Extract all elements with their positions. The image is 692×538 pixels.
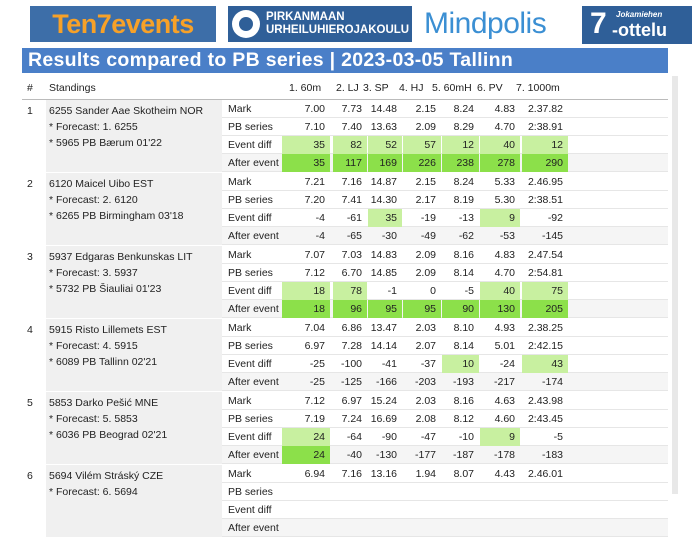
table-cell: -30 — [381, 230, 397, 242]
athlete-rank: 1 — [27, 105, 33, 117]
athlete-rank: 2 — [27, 178, 33, 190]
table-cell: -47 — [420, 431, 436, 443]
table-cell: 13.16 — [370, 468, 397, 480]
header-logos — [22, 0, 668, 46]
row-label: PB series — [228, 486, 273, 498]
table-cell: -183 — [541, 449, 563, 461]
table-cell: 7.19 — [304, 413, 325, 425]
table-cell: 4.83 — [494, 103, 515, 115]
table-cell: 2.15 — [415, 103, 436, 115]
table-cell: 5.33 — [494, 176, 515, 188]
table-cell: 8.29 — [453, 121, 474, 133]
athlete-rank: 6 — [27, 470, 33, 482]
table-cell: 6.70 — [341, 267, 362, 279]
table-cell: -90 — [381, 431, 397, 443]
table-cell: 238 — [442, 154, 479, 172]
table-cell: 2.17 — [415, 194, 436, 206]
table-cell: 2.03 — [415, 322, 436, 334]
table-row — [222, 246, 668, 264]
table-row — [222, 118, 668, 136]
table-cell: -193 — [452, 376, 474, 388]
table-cell: -10 — [458, 431, 474, 443]
table-row — [222, 191, 668, 209]
row-label: After event — [228, 376, 279, 388]
seitsemanottelu-logo: 7 Jokamiehen -ottelu — [582, 6, 692, 44]
row-label: Event diff — [228, 431, 272, 443]
table-cell: -166 — [375, 376, 397, 388]
table-cell: 2.03 — [415, 395, 436, 407]
table-cell: -62 — [458, 230, 474, 242]
col-standings: Standings — [49, 82, 96, 94]
table-cell: 9 — [480, 428, 520, 446]
athlete-block — [22, 173, 668, 246]
table-cell: 4.60 — [494, 413, 515, 425]
athlete-info — [22, 465, 222, 537]
table-cell: 4.93 — [494, 322, 515, 334]
ten7events-logo: Ten7events — [30, 6, 216, 42]
athlete-forecast: * Forecast: 2. 6120 — [49, 194, 138, 206]
table-cell — [442, 483, 479, 501]
table-cell: 278 — [480, 154, 520, 172]
table-cell — [333, 483, 367, 501]
col-sp: 3. SP — [363, 82, 389, 94]
table-cell: 8.07 — [453, 468, 474, 480]
table-cell: 95 — [368, 300, 402, 318]
table-row — [222, 282, 668, 300]
table-cell: 5.01 — [494, 340, 515, 352]
table-cell: 7.21 — [304, 176, 325, 188]
table-header — [22, 78, 668, 100]
table-cell: 2.09 — [415, 249, 436, 261]
table-cell — [403, 501, 441, 519]
table-cell: 7.24 — [341, 413, 362, 425]
row-label: After event — [228, 230, 279, 242]
table-cell: 24 — [282, 428, 330, 446]
table-cell: 96 — [333, 300, 367, 318]
table-cell: -203 — [414, 376, 436, 388]
table-cell: -145 — [541, 230, 563, 242]
athletes-list — [22, 100, 668, 538]
row-label: Event diff — [228, 139, 272, 151]
table-cell: 7.03 — [341, 249, 362, 261]
table-cell: 7.73 — [341, 103, 362, 115]
table-cell: 35 — [368, 209, 402, 227]
table-cell: 8.14 — [453, 267, 474, 279]
table-cell: -13 — [458, 212, 474, 224]
table-row — [222, 319, 668, 337]
table-row — [222, 227, 668, 245]
athlete-forecast: * Forecast: 5. 5853 — [49, 413, 138, 425]
table-cell: 2.09 — [415, 267, 436, 279]
athlete-block — [22, 392, 668, 465]
table-cell: 7.04 — [304, 322, 325, 334]
table-cell: 75 — [522, 282, 568, 300]
table-cell: 95 — [403, 300, 441, 318]
row-label: After event — [228, 449, 279, 461]
table-cell: 290 — [522, 154, 568, 172]
page-title: Results compared to PB series | 2023-03-05 Tallinn — [22, 48, 668, 73]
col-60m: 1. 60m — [289, 82, 322, 94]
table-cell: 35 — [282, 136, 330, 154]
mindpolis-logo: Mindpolis — [424, 7, 547, 40]
table-cell — [282, 519, 330, 537]
table-row — [222, 446, 668, 464]
table-cell: 2:43.45 — [527, 413, 563, 425]
table-cell: 2.46.95 — [527, 176, 563, 188]
table-cell: 2.07 — [415, 340, 436, 352]
table-cell: -64 — [346, 431, 362, 443]
table-cell: 40 — [480, 282, 520, 300]
table-row — [222, 154, 668, 172]
table-row — [222, 300, 668, 318]
table-cell: 7.41 — [341, 194, 362, 206]
table-cell: -1 — [387, 285, 397, 297]
table-cell: 78 — [333, 282, 367, 300]
row-label: PB series — [228, 194, 273, 206]
row-label: PB series — [228, 121, 273, 133]
table-cell: 7.07 — [304, 249, 325, 261]
table-cell: 12 — [442, 136, 479, 154]
table-cell: 6.94 — [304, 468, 325, 480]
athlete-pb: * 6265 PB Birmingham 03'18 — [49, 210, 184, 222]
table-cell — [442, 519, 479, 537]
table-cell: 8.19 — [453, 194, 474, 206]
table-cell: 14.87 — [370, 176, 397, 188]
table-cell: 2.38.25 — [527, 322, 563, 334]
table-cell: 14.48 — [370, 103, 397, 115]
table-cell: 4.70 — [494, 121, 515, 133]
col-pv: 6. PV — [477, 82, 503, 94]
athlete-block — [22, 465, 668, 538]
table-cell: -53 — [499, 230, 515, 242]
pirkanmaa-logo: PIRKANMAAN URHEILUHIEROJAKOULU — [228, 6, 412, 42]
table-row — [222, 465, 668, 483]
table-cell: 57 — [403, 136, 441, 154]
table-cell: -130 — [375, 449, 397, 461]
table-cell: 7.12 — [304, 395, 325, 407]
table-cell — [333, 519, 367, 537]
table-cell: 6.86 — [341, 322, 362, 334]
table-cell: 7.00 — [304, 103, 325, 115]
table-cell: 2.15 — [415, 176, 436, 188]
table-cell: 7.28 — [341, 340, 362, 352]
table-cell: 8.14 — [453, 340, 474, 352]
athlete-info — [22, 392, 222, 464]
table-cell — [480, 483, 520, 501]
athlete-info — [22, 319, 222, 391]
athlete-rank: 4 — [27, 324, 33, 336]
table-cell: -5 — [553, 431, 563, 443]
table-cell — [282, 501, 330, 519]
row-label: After event — [228, 522, 279, 534]
row-label: Mark — [228, 176, 252, 188]
table-cell: 7.16 — [341, 176, 362, 188]
table-cell — [282, 483, 330, 501]
table-row — [222, 519, 668, 537]
col-rank: # — [27, 82, 33, 94]
athlete-info — [22, 100, 222, 172]
table-cell: 6.97 — [341, 395, 362, 407]
athlete-pb: * 5965 PB Bærum 01'22 — [49, 137, 162, 149]
table-cell: 205 — [522, 300, 568, 318]
row-label: After event — [228, 303, 279, 315]
table-cell: 169 — [368, 154, 402, 172]
table-cell: -40 — [346, 449, 362, 461]
table-cell: 8.24 — [453, 103, 474, 115]
table-cell — [522, 501, 568, 519]
table-cell: 8.16 — [453, 395, 474, 407]
athlete-forecast: * Forecast: 4. 5915 — [49, 340, 138, 352]
table-row — [222, 428, 668, 446]
table-cell: 2.08 — [415, 413, 436, 425]
row-label: Event diff — [228, 285, 272, 297]
table-cell: 7.12 — [304, 267, 325, 279]
row-label: Mark — [228, 395, 252, 407]
table-cell: 8.10 — [453, 322, 474, 334]
table-row — [222, 264, 668, 282]
table-cell: -49 — [420, 230, 436, 242]
table-row — [222, 392, 668, 410]
table-cell: 2:38.91 — [527, 121, 563, 133]
athlete-forecast: * Forecast: 3. 5937 — [49, 267, 138, 279]
table-cell: 7.20 — [304, 194, 325, 206]
table-cell — [480, 501, 520, 519]
table-cell: 2.43.98 — [527, 395, 563, 407]
table-cell: 2.09 — [415, 121, 436, 133]
table-cell: 2:42.15 — [527, 340, 563, 352]
table-cell — [522, 519, 568, 537]
table-cell: 10 — [442, 355, 479, 373]
table-cell: -217 — [493, 376, 515, 388]
row-label: Mark — [228, 322, 252, 334]
table-cell: -41 — [381, 358, 397, 370]
athlete-name: 6120 Maicel Uibo EST — [49, 178, 154, 190]
table-cell: 12 — [522, 136, 568, 154]
row-label: After event — [228, 157, 279, 169]
row-label: Mark — [228, 468, 252, 480]
table-cell: 24 — [282, 446, 330, 464]
table-cell: -24 — [499, 358, 515, 370]
athlete-pb: * 5732 PB Šiauliai 01'23 — [49, 283, 162, 295]
athlete-info — [22, 246, 222, 318]
pirkanmaa-seal-icon — [232, 10, 260, 38]
table-cell: 14.30 — [370, 194, 397, 206]
table-cell: 4.83 — [494, 249, 515, 261]
table-cell: -65 — [346, 230, 362, 242]
table-cell: 52 — [368, 136, 402, 154]
table-cell: 9 — [480, 209, 520, 227]
row-label: Event diff — [228, 504, 272, 516]
table-cell: -177 — [414, 449, 436, 461]
table-cell: 7.10 — [304, 121, 325, 133]
table-cell: 13.47 — [370, 322, 397, 334]
table-cell: 2:38.51 — [527, 194, 563, 206]
table-row — [222, 100, 668, 118]
table-cell: 90 — [442, 300, 479, 318]
table-cell: -25 — [309, 376, 325, 388]
table-cell: -5 — [464, 285, 474, 297]
table-cell: 18 — [282, 282, 330, 300]
athlete-info — [22, 173, 222, 245]
col-lj: 2. LJ — [336, 82, 359, 94]
table-cell: 2.37.82 — [527, 103, 563, 115]
table-cell: 14.85 — [370, 267, 397, 279]
row-label: PB series — [228, 340, 273, 352]
table-cell: 4.70 — [494, 267, 515, 279]
table-cell: -92 — [547, 212, 563, 224]
col-60mh: 5. 60mH — [432, 82, 472, 94]
table-cell: 13.63 — [370, 121, 397, 133]
table-row — [222, 173, 668, 191]
table-cell — [442, 501, 479, 519]
table-cell: 16.69 — [370, 413, 397, 425]
results-table — [22, 78, 668, 538]
table-cell — [368, 483, 402, 501]
table-row — [222, 136, 668, 154]
table-cell: -61 — [346, 212, 362, 224]
row-label: Event diff — [228, 358, 272, 370]
table-cell: -125 — [340, 376, 362, 388]
table-cell: 4.43 — [494, 468, 515, 480]
athlete-forecast: * Forecast: 1. 6255 — [49, 121, 138, 133]
athlete-name: 5694 Vilém Stráský CZE — [49, 470, 164, 482]
table-cell — [403, 483, 441, 501]
table-row — [222, 501, 668, 519]
table-cell: 8.16 — [453, 249, 474, 261]
table-cell: 7.40 — [341, 121, 362, 133]
table-cell: 0 — [430, 285, 436, 297]
table-cell: 6.97 — [304, 340, 325, 352]
athlete-forecast: * Forecast: 6. 5694 — [49, 486, 138, 498]
row-label: Event diff — [228, 212, 272, 224]
table-cell: 4.63 — [494, 395, 515, 407]
vertical-scrollbar[interactable] — [672, 76, 678, 494]
table-cell — [368, 501, 402, 519]
table-row — [222, 373, 668, 391]
col-hj: 4. HJ — [399, 82, 424, 94]
athlete-block — [22, 319, 668, 392]
table-cell: 18 — [282, 300, 330, 318]
table-cell: -4 — [315, 212, 325, 224]
athlete-block — [22, 246, 668, 319]
table-cell — [333, 501, 367, 519]
table-cell — [368, 519, 402, 537]
table-cell: 130 — [480, 300, 520, 318]
athlete-pb: * 6036 PB Beograd 02'21 — [49, 429, 168, 441]
athlete-name: 5915 Risto Lillemets EST — [49, 324, 167, 336]
row-label: Mark — [228, 249, 252, 261]
table-cell: -4 — [315, 230, 325, 242]
table-cell: 82 — [333, 136, 367, 154]
athlete-pb: * 6089 PB Tallinn 02'21 — [49, 356, 158, 368]
table-row — [222, 410, 668, 428]
table-cell: 2.46.01 — [527, 468, 563, 480]
table-cell: 8.24 — [453, 176, 474, 188]
table-cell: 35 — [282, 154, 330, 172]
table-cell: -187 — [452, 449, 474, 461]
table-cell: 5.30 — [494, 194, 515, 206]
table-cell: -178 — [493, 449, 515, 461]
table-cell — [480, 519, 520, 537]
row-label: PB series — [228, 413, 273, 425]
table-cell: 14.14 — [370, 340, 397, 352]
col-1000m: 7. 1000m — [516, 82, 560, 94]
row-label: PB series — [228, 267, 273, 279]
table-cell — [403, 519, 441, 537]
table-row — [222, 209, 668, 227]
table-cell: 40 — [480, 136, 520, 154]
table-cell — [522, 483, 568, 501]
table-row — [222, 355, 668, 373]
table-cell: 2:54.81 — [527, 267, 563, 279]
table-cell: 8.12 — [453, 413, 474, 425]
table-cell: 14.83 — [370, 249, 397, 261]
table-cell: -100 — [340, 358, 362, 370]
row-label: Mark — [228, 103, 252, 115]
athlete-name: 5853 Darko Pešić MNE — [49, 397, 159, 409]
table-cell: -174 — [541, 376, 563, 388]
table-cell: -19 — [420, 212, 436, 224]
athlete-rank: 3 — [27, 251, 33, 263]
table-cell: 117 — [333, 154, 367, 172]
athlete-name: 6255 Sander Aae Skotheim NOR — [49, 105, 204, 117]
table-row — [222, 483, 668, 501]
table-cell: 43 — [522, 355, 568, 373]
table-cell: 7.16 — [341, 468, 362, 480]
table-cell: 1.94 — [415, 468, 436, 480]
athlete-block — [22, 100, 668, 173]
table-cell: 15.24 — [370, 395, 397, 407]
table-cell: -25 — [309, 358, 325, 370]
athlete-name: 5937 Edgaras Benkunskas LIT — [49, 251, 193, 263]
table-cell: 226 — [403, 154, 441, 172]
athlete-rank: 5 — [27, 397, 33, 409]
table-cell: 2.47.54 — [527, 249, 563, 261]
table-cell: -37 — [420, 358, 436, 370]
table-row — [222, 337, 668, 355]
